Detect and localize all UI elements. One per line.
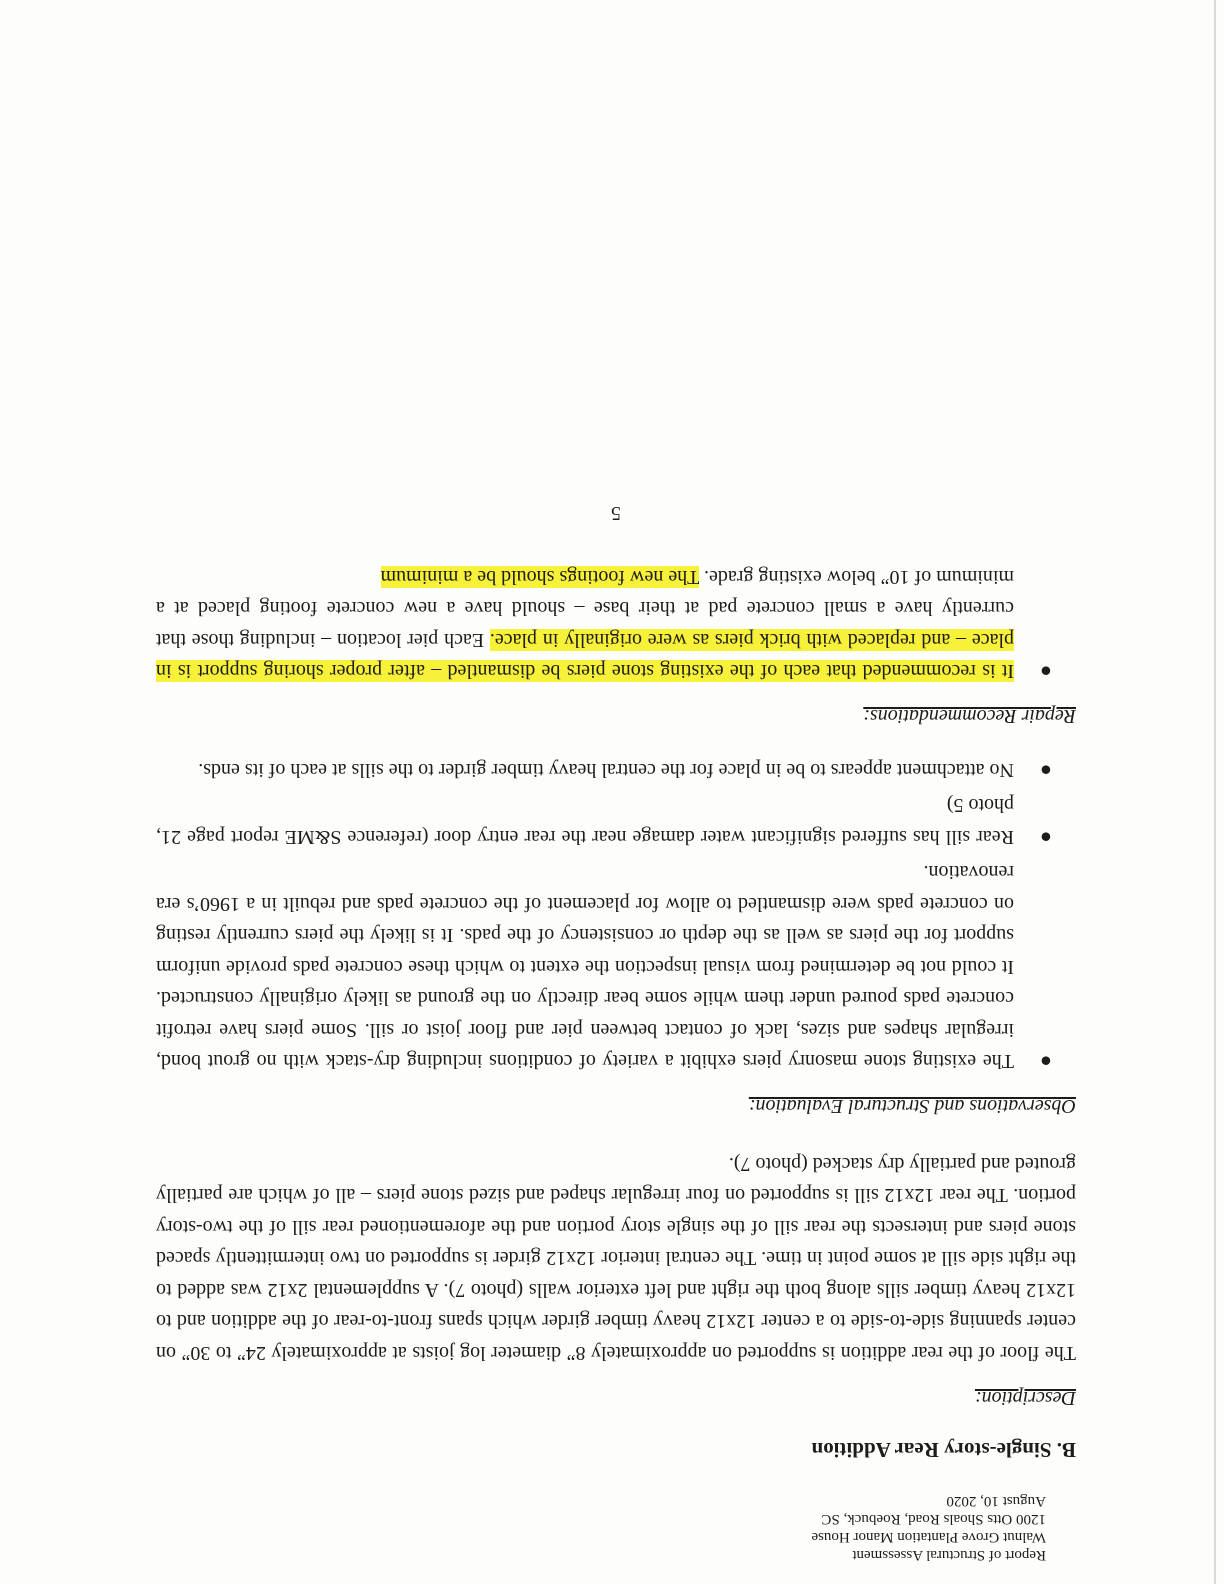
observation-text: The existing stone masonry piers exhibit a variety of conditions including dry-stack with no grout bond, irregular shapes and sizes, lack of contact between pier and floor joist or sill. Some piers have retrofit concrete pads poured under them while some bear directly on the ground as likely originally constructed. It could not be determined from visual inspection the extent to which these concrete pads provide uniform support for the piers as well as the depth or consistency of the pads. It is likely the piers currently resting on concrete pads were dismantled to allow for placement of the concrete pads and rebuilt in a 1960’s era renovation. <box>156 861 1014 1073</box>
list-item <box>156 561 1076 687</box>
list-item <box>156 754 1076 786</box>
list-item <box>156 789 1076 852</box>
scan-edge-line <box>1214 0 1216 1584</box>
highlighted-text: The new footings should be a minimum <box>380 566 700 588</box>
section-title: B. Single-story Rear Addition <box>811 1438 1076 1462</box>
list-item <box>156 856 1076 1077</box>
description-paragraph: The floor of the rear addition is supported on approximately 8” diameter log joists at approximately 24” to 30” on center spanning side-to-side to a center 12x12 heavy timber girder which spans front-to-rear of the addition and to 12x12 heavy timber sills along both the right and left exterior walls (photo 7). A supplemental 2x12 was added to the right side sill at some point in time. The central interior 12x12 girder is supported on two intermittently spaced stone piers and intersects the rear sill of the single story portion and the aforementioned rear sill of the two-story portion. The rear 12x12 sill is supported on four irregular shaped and sized stone piers – all of which are partially grouted and partially dry stacked (photo 7). <box>156 1153 1076 1364</box>
observation-text: Rear sill has suffered significant water damage near the rear entry door (reference S&ME report page 21, photo 5) <box>156 794 1014 848</box>
report-header <box>156 1492 1046 1564</box>
bullet-icon: ● <box>1039 826 1053 848</box>
bullet-icon: ● <box>1039 1050 1053 1073</box>
observation-text: No attachment appears to be in place for the central heavy timber girder to the sills at each of its ends. <box>198 759 1014 781</box>
page-number: 5 <box>611 502 621 525</box>
project-name: Walnut Grove Plantation Manor House <box>811 1529 1046 1545</box>
report-date: August 10, 2020 <box>946 1493 1046 1509</box>
project-address: 1200 Otts Shoals Road, Roebuck, SC <box>821 1511 1046 1527</box>
observations-heading: Observations and Structural Evaluation: <box>748 1095 1076 1118</box>
bullet-icon: ● <box>1039 759 1053 781</box>
repair-heading: Repair Recommendations: <box>863 705 1076 728</box>
observations-list <box>156 754 1076 1077</box>
report-title: Report of Structural Assessment <box>852 1547 1046 1563</box>
repair-text: Each pier location – including those that currently have a small concrete pad at their base – should have a new concrete footing placed at a minimum of 10” below existing grade. <box>155 566 1014 651</box>
repair-list <box>156 561 1076 687</box>
page-content <box>156 502 1076 1565</box>
highlighted-text: It is recommended that each of the existing stone piers be dismantled – after proper shoring support is in place – and replaced with brick piers as were originally in place. <box>156 629 1014 683</box>
bullet-icon: ● <box>1039 660 1053 683</box>
description-heading: Description: <box>974 1387 1076 1409</box>
